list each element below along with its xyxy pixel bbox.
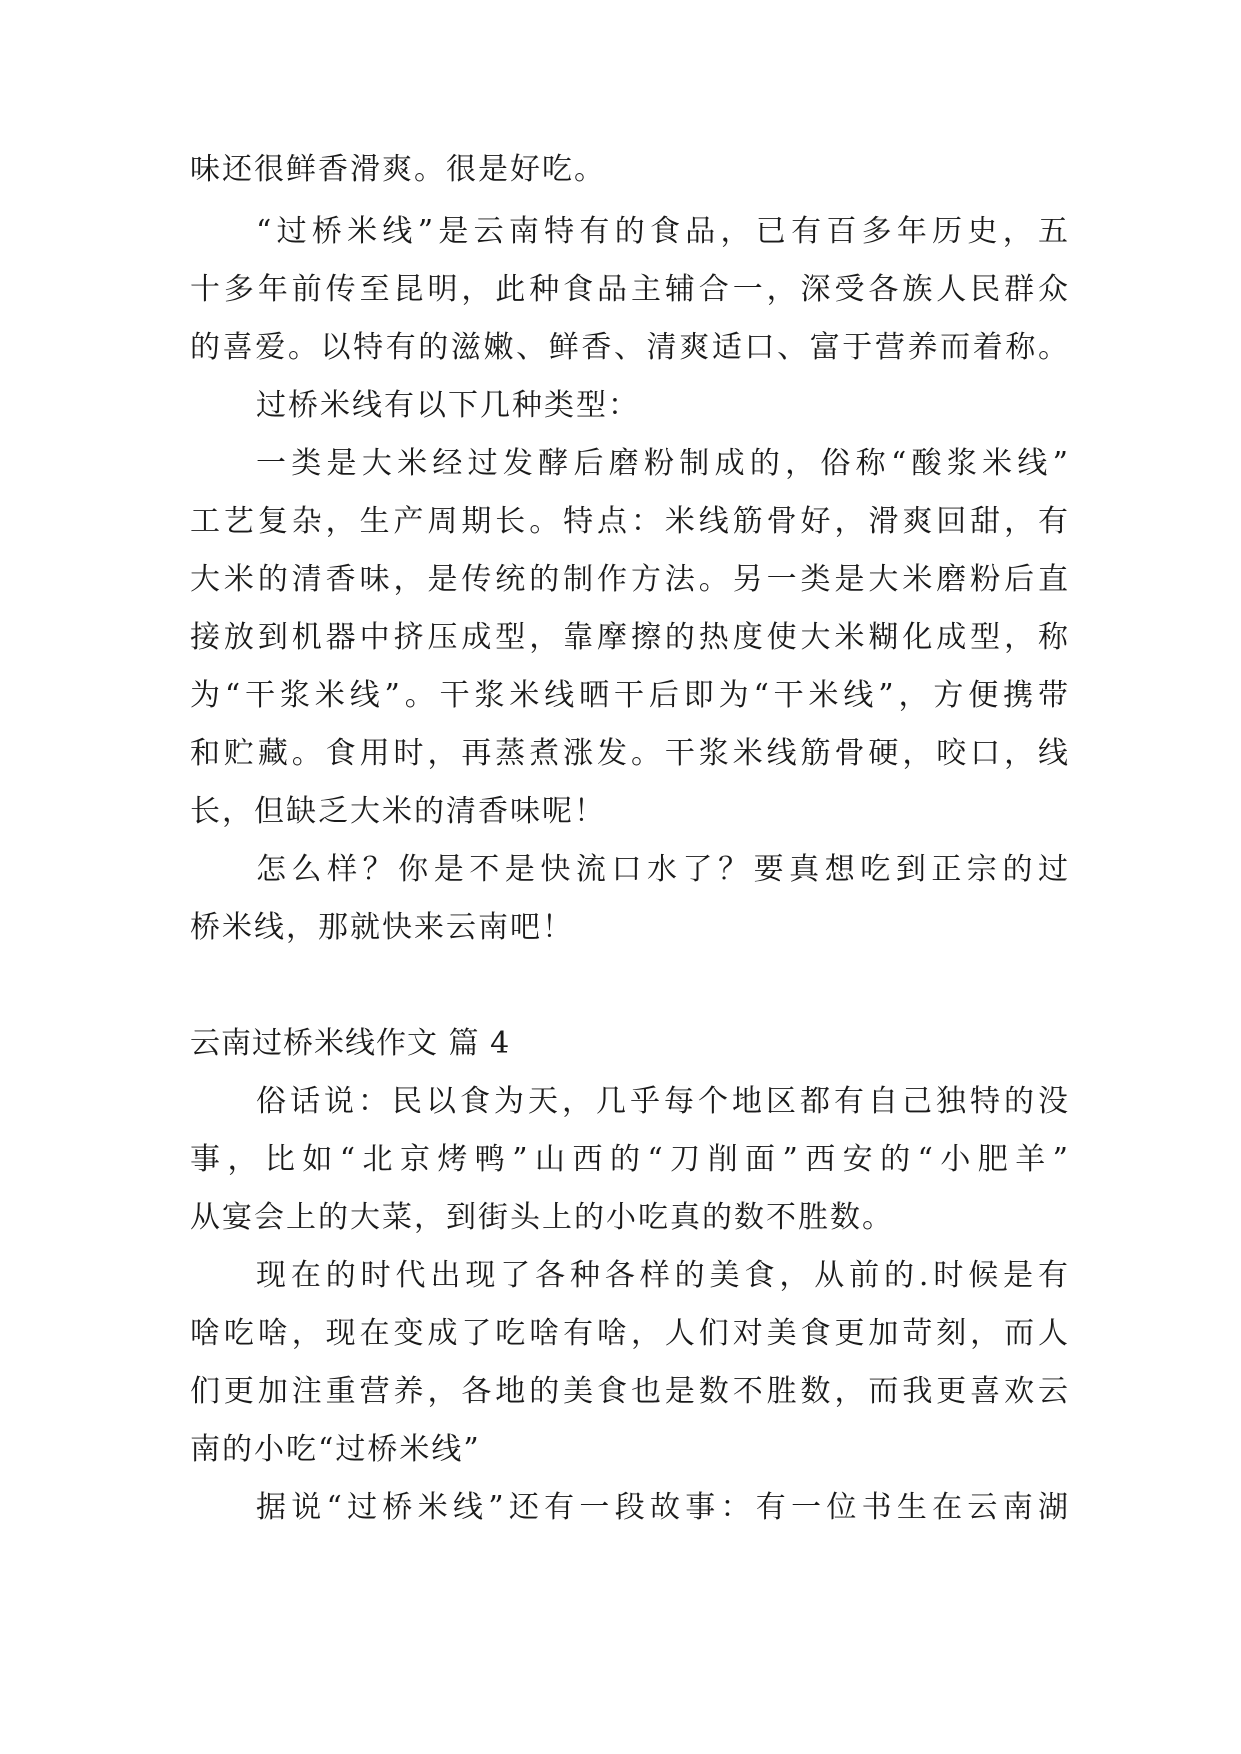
text-line: 十多年前传至昆明，此种食品主辅合一，深受各族人民群众 xyxy=(190,272,1070,307)
text-line: 桥米线，那就快来云南吧！ xyxy=(190,910,574,945)
text-line: 从宴会上的大菜，到街头上的小吃真的数不胜数。 xyxy=(190,1200,894,1235)
text-line: 为“干浆米线”。干浆米线晒干后即为“干米线”，方便携带 xyxy=(190,678,1070,713)
text-line: 和贮藏。食用时，再蒸煮涨发。干浆米线筋骨硬，咬口，线 xyxy=(190,736,1070,771)
text-line: 工艺复杂，生产周期长。特点：米线筋骨好，滑爽回甜，有 xyxy=(190,504,1070,539)
text-line: 们更加注重营养，各地的美食也是数不胜数，而我更喜欢云 xyxy=(190,1374,1070,1409)
text-line: 味还很鲜香滑爽。很是好吃。 xyxy=(190,152,606,187)
text-line: 长，但缺乏大米的清香味呢！ xyxy=(190,794,606,829)
paragraph-start-line: 过桥米线有以下几种类型： xyxy=(256,388,640,423)
paragraph-start-line: 怎么样？你是不是快流口水了？要真想吃到正宗的过 xyxy=(256,852,1070,887)
text-line: 接放到机器中挤压成型，靠摩擦的热度使大米糊化成型，称 xyxy=(190,620,1070,655)
paragraph-start-line: 一类是大米经过发酵后磨粉制成的，俗称“酸浆米线” xyxy=(256,446,1070,481)
section-heading: 云南过桥米线作文 篇 4 xyxy=(190,1026,511,1061)
text-line: 啥吃啥，现在变成了吃啥有啥，人们对美食更加苛刻，而人 xyxy=(190,1316,1070,1351)
text-line: 事，比如“北京烤鸭”山西的“刀削面”西安的“小肥羊” xyxy=(190,1142,1070,1177)
paragraph-start-line: 据说“过桥米线”还有一段故事：有一位书生在云南湖 xyxy=(256,1490,1070,1525)
paragraph-start-line: 现在的时代出现了各种各样的美食，从前的.时候是有 xyxy=(256,1258,1070,1293)
text-line: 的喜爱。以特有的滋嫩、鲜香、清爽适口、富于营养而着称。 xyxy=(190,330,1070,365)
paragraph-start-line: “过桥米线”是云南特有的食品，已有百多年历史，五 xyxy=(256,214,1070,249)
paragraph-start-line: 俗话说：民以食为天，几乎每个地区都有自己独特的没 xyxy=(256,1084,1070,1119)
text-line: 南的小吃“过桥米线” xyxy=(190,1432,481,1467)
text-line: 大米的清香味，是传统的制作方法。另一类是大米磨粉后直 xyxy=(190,562,1070,597)
